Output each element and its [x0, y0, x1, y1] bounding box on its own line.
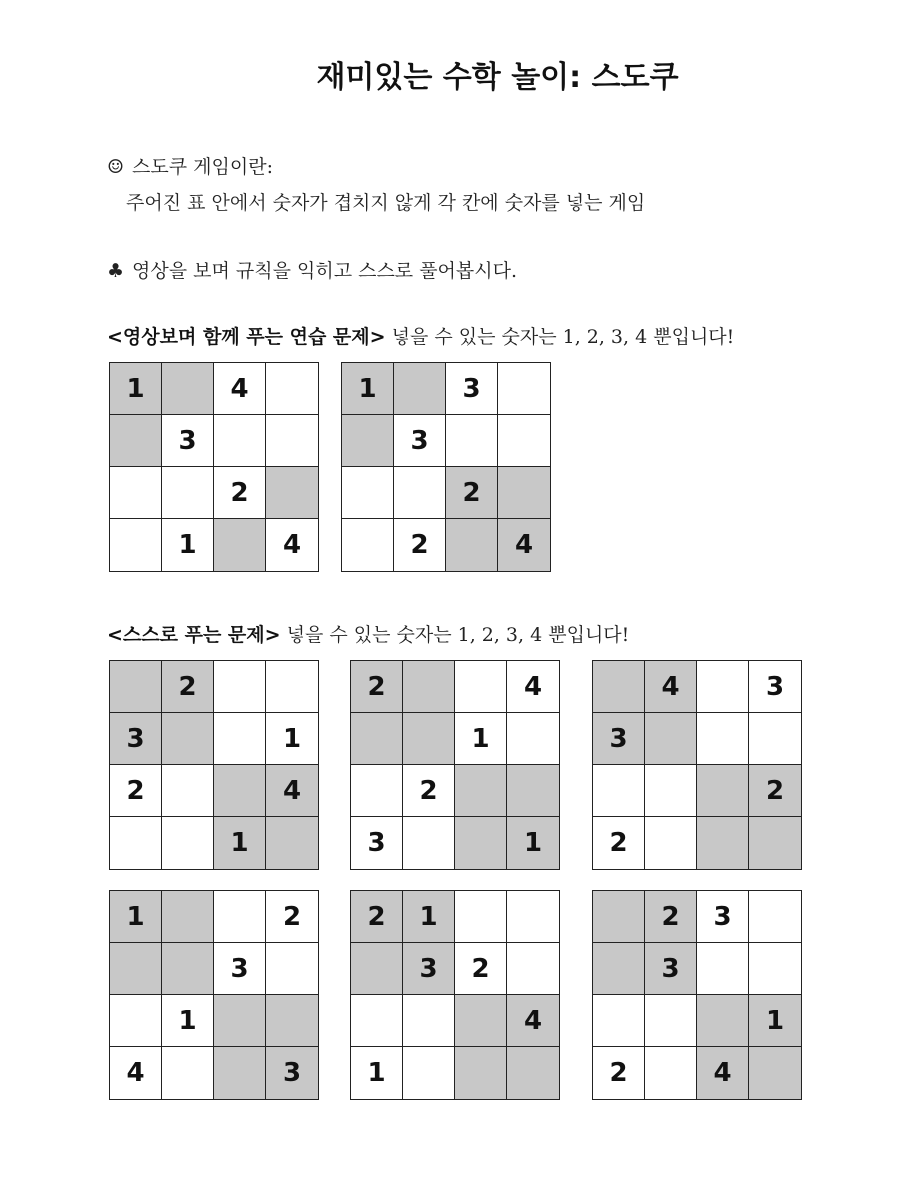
self-heading: <스스로 푸는 문제>: [107, 624, 281, 646]
sudoku-cell-empty[interactable]: [214, 891, 266, 943]
sudoku-cell-given: 3: [162, 415, 214, 467]
sudoku-cell-empty[interactable]: [593, 765, 645, 817]
practice-heading-line: [107, 322, 734, 349]
sudoku-cell-empty[interactable]: [162, 363, 214, 415]
sudoku-cell-empty[interactable]: [214, 995, 266, 1047]
sudoku-cell-empty[interactable]: [266, 817, 318, 869]
sudoku-cell-given: 2: [593, 1047, 645, 1099]
sudoku-cell-given: 2: [266, 891, 318, 943]
sudoku-cell-given: 2: [351, 661, 403, 713]
sudoku-cell-given: 2: [162, 661, 214, 713]
sudoku-cell-empty[interactable]: [342, 415, 394, 467]
sudoku-grid: [592, 660, 802, 870]
instruction-line: [107, 256, 517, 283]
sudoku-cell-empty[interactable]: [214, 415, 266, 467]
sudoku-cell-empty[interactable]: [697, 817, 749, 869]
sudoku-cell-empty[interactable]: [266, 415, 318, 467]
sudoku-cell-empty[interactable]: [110, 519, 162, 571]
sudoku-cell-empty[interactable]: [498, 363, 550, 415]
sudoku-cell-empty[interactable]: [455, 891, 507, 943]
club-icon: ♣: [107, 260, 125, 282]
sudoku-cell-empty[interactable]: [214, 713, 266, 765]
sudoku-cell-empty[interactable]: [749, 1047, 801, 1099]
self-note: 넣을 수 있는 숫자는 1, 2, 3, 4 뿐입니다!: [286, 624, 630, 646]
intro-line: [107, 152, 273, 179]
sudoku-cell-given: 3: [110, 713, 162, 765]
sudoku-cell-given: 3: [266, 1047, 318, 1099]
sudoku-cell-empty[interactable]: [162, 1047, 214, 1099]
sudoku-cell-empty[interactable]: [645, 713, 697, 765]
sudoku-cell-empty[interactable]: [214, 1047, 266, 1099]
sudoku-cell-empty[interactable]: [697, 995, 749, 1047]
sudoku-grid: [350, 660, 560, 870]
smiley-icon: ☺: [107, 156, 125, 178]
sudoku-cell-empty[interactable]: [697, 661, 749, 713]
sudoku-cell-given: 2: [455, 943, 507, 995]
sudoku-cell-empty[interactable]: [749, 713, 801, 765]
sudoku-cell-empty[interactable]: [162, 943, 214, 995]
page-title: 재미있는 수학 놀이: 스도쿠: [316, 60, 679, 95]
sudoku-cell-given: 4: [282, 530, 302, 560]
sudoku-cell-given: 4: [498, 519, 550, 571]
practice-note: 넣을 수 있는 숫자는 1, 2, 3, 4 뿐입니다!: [391, 326, 735, 348]
sudoku-cell-given: 2: [403, 765, 455, 817]
sudoku-cell-given: 1: [110, 891, 162, 943]
practice-heading: <영상보며 함께 푸는 연습 문제>: [107, 326, 386, 348]
practice-sudoku-grid: [341, 362, 551, 572]
sudoku-cell-empty[interactable]: [507, 891, 559, 943]
sudoku-cell-empty[interactable]: [455, 1047, 507, 1099]
sudoku-cell-empty[interactable]: [403, 817, 455, 869]
sudoku-cell-empty[interactable]: [697, 713, 749, 765]
sudoku-cell-empty[interactable]: [403, 1047, 455, 1099]
sudoku-cell-empty[interactable]: [351, 995, 403, 1047]
sudoku-cell-given: 2: [593, 817, 645, 869]
sudoku-cell-empty[interactable]: [403, 713, 455, 765]
sudoku-cell-given: 3: [403, 943, 455, 995]
sudoku-cell-given: 2: [351, 891, 403, 943]
sudoku-cell-given: 4: [507, 661, 559, 713]
sudoku-cell-given: 3: [593, 713, 645, 765]
sudoku-cell-empty[interactable]: [162, 817, 214, 869]
sudoku-cell-given: 2: [446, 467, 498, 519]
sudoku-cell-empty[interactable]: [342, 519, 394, 571]
sudoku-cell-given: 1: [162, 519, 214, 571]
sudoku-cell-empty[interactable]: [351, 943, 403, 995]
sudoku-cell-empty[interactable]: [266, 943, 318, 995]
sudoku-cell-given: 3: [697, 891, 749, 943]
sudoku-cell-empty[interactable]: [446, 519, 498, 571]
sudoku-cell-empty[interactable]: [162, 467, 214, 519]
sudoku-cell-empty[interactable]: [266, 467, 318, 519]
sudoku-cell-empty[interactable]: [455, 995, 507, 1047]
sudoku-cell-given: 3: [214, 943, 266, 995]
sudoku-cell-empty[interactable]: [507, 943, 559, 995]
sudoku-cell-given: 1: [110, 363, 162, 415]
sudoku-cell-given: 4: [266, 765, 318, 817]
sudoku-cell-empty[interactable]: [645, 817, 697, 869]
sudoku-cell-empty[interactable]: [162, 765, 214, 817]
sudoku-cell-empty[interactable]: [645, 1047, 697, 1099]
sudoku-cell-empty[interactable]: [394, 467, 446, 519]
sudoku-cell-given: 4: [507, 995, 559, 1047]
sudoku-cell-empty[interactable]: [214, 765, 266, 817]
sudoku-cell-empty[interactable]: [266, 363, 318, 415]
sudoku-grid: [592, 890, 802, 1100]
sudoku-grid: [350, 890, 560, 1100]
sudoku-cell-empty[interactable]: [507, 765, 559, 817]
sudoku-cell-empty[interactable]: [342, 467, 394, 519]
sudoku-cell-given: 4: [697, 1047, 749, 1099]
sudoku-cell-empty[interactable]: [498, 467, 550, 519]
sudoku-cell-empty[interactable]: [351, 765, 403, 817]
sudoku-cell-empty[interactable]: [110, 661, 162, 713]
sudoku-grid: [109, 890, 319, 1100]
sudoku-cell-given: 1: [749, 995, 801, 1047]
sudoku-cell-given: 1: [214, 817, 266, 869]
sudoku-cell-given: 1: [342, 363, 394, 415]
sudoku-cell-given: 1: [403, 891, 455, 943]
sudoku-cell-empty[interactable]: [697, 943, 749, 995]
sudoku-cell-given: 2: [214, 467, 266, 519]
sudoku-cell-given: 3: [351, 817, 403, 869]
sudoku-cell-empty[interactable]: [697, 765, 749, 817]
sudoku-cell-empty[interactable]: [593, 995, 645, 1047]
sudoku-cell-empty[interactable]: [455, 765, 507, 817]
sudoku-cell-given: 1: [351, 1047, 403, 1099]
sudoku-cell-empty[interactable]: [351, 713, 403, 765]
sudoku-cell-empty[interactable]: [593, 943, 645, 995]
sudoku-cell-empty[interactable]: [507, 1047, 559, 1099]
sudoku-cell-empty[interactable]: [645, 995, 697, 1047]
sudoku-cell-given: 2: [110, 765, 162, 817]
sudoku-cell-empty[interactable]: [749, 891, 801, 943]
sudoku-cell-empty[interactable]: [403, 995, 455, 1047]
sudoku-cell-given: 3: [749, 661, 801, 713]
sudoku-cell-given: 1: [162, 995, 214, 1047]
sudoku-cell-empty[interactable]: [455, 817, 507, 869]
sudoku-cell-empty[interactable]: [266, 661, 318, 713]
sudoku-cell-empty[interactable]: [498, 415, 550, 467]
sudoku-cell-empty[interactable]: [749, 817, 801, 869]
sudoku-cell-empty[interactable]: [593, 891, 645, 943]
instruction-text: 영상을 보며 규칙을 익히고 스스로 풀어봅시다.: [132, 260, 518, 282]
sudoku-grid: [109, 660, 319, 870]
sudoku-cell-given: 2: [749, 765, 801, 817]
sudoku-cell-empty[interactable]: [110, 467, 162, 519]
sudoku-cell-empty[interactable]: [110, 415, 162, 467]
sudoku-cell-given: 4: [110, 1047, 162, 1099]
sudoku-cell-given: 4: [214, 363, 266, 415]
intro-label: 스도쿠 게임이란:: [132, 156, 273, 178]
sudoku-cell-empty[interactable]: [266, 995, 318, 1047]
sudoku-cell-given: 4: [645, 661, 697, 713]
sudoku-cell-empty[interactable]: [162, 891, 214, 943]
sudoku-cell-empty[interactable]: [214, 661, 266, 713]
sudoku-cell-empty[interactable]: [110, 817, 162, 869]
sudoku-cell-empty[interactable]: [749, 943, 801, 995]
sudoku-cell-empty[interactable]: [645, 765, 697, 817]
sudoku-cell-given: 1: [266, 713, 318, 765]
sudoku-cell-empty[interactable]: [403, 661, 455, 713]
sudoku-cell-empty[interactable]: [394, 363, 446, 415]
sudoku-cell-given: 3: [645, 943, 697, 995]
sudoku-cell-empty[interactable]: [455, 661, 507, 713]
self-heading-line: [107, 620, 629, 647]
sudoku-cell-empty[interactable]: [162, 713, 214, 765]
sudoku-cell-given: 2: [394, 519, 446, 571]
sudoku-cell-empty[interactable]: [507, 713, 559, 765]
sudoku-cell-empty[interactable]: [110, 995, 162, 1047]
sudoku-cell-given: 2: [645, 891, 697, 943]
sudoku-cell-empty[interactable]: [593, 661, 645, 713]
sudoku-cell-given: 1: [455, 713, 507, 765]
intro-description: 주어진 표 안에서 숫자가 겹치지 않게 각 칸에 숫자를 넣는 게임: [126, 192, 646, 214]
practice-sudoku-grid: [109, 362, 319, 572]
sudoku-cell-given: 3: [394, 415, 446, 467]
sudoku-cell-given: 3: [446, 363, 498, 415]
sudoku-cell-empty[interactable]: [214, 519, 266, 571]
sudoku-cell-empty[interactable]: [110, 943, 162, 995]
sudoku-cell-given: 1: [507, 817, 559, 869]
sudoku-cell-empty[interactable]: [446, 415, 498, 467]
